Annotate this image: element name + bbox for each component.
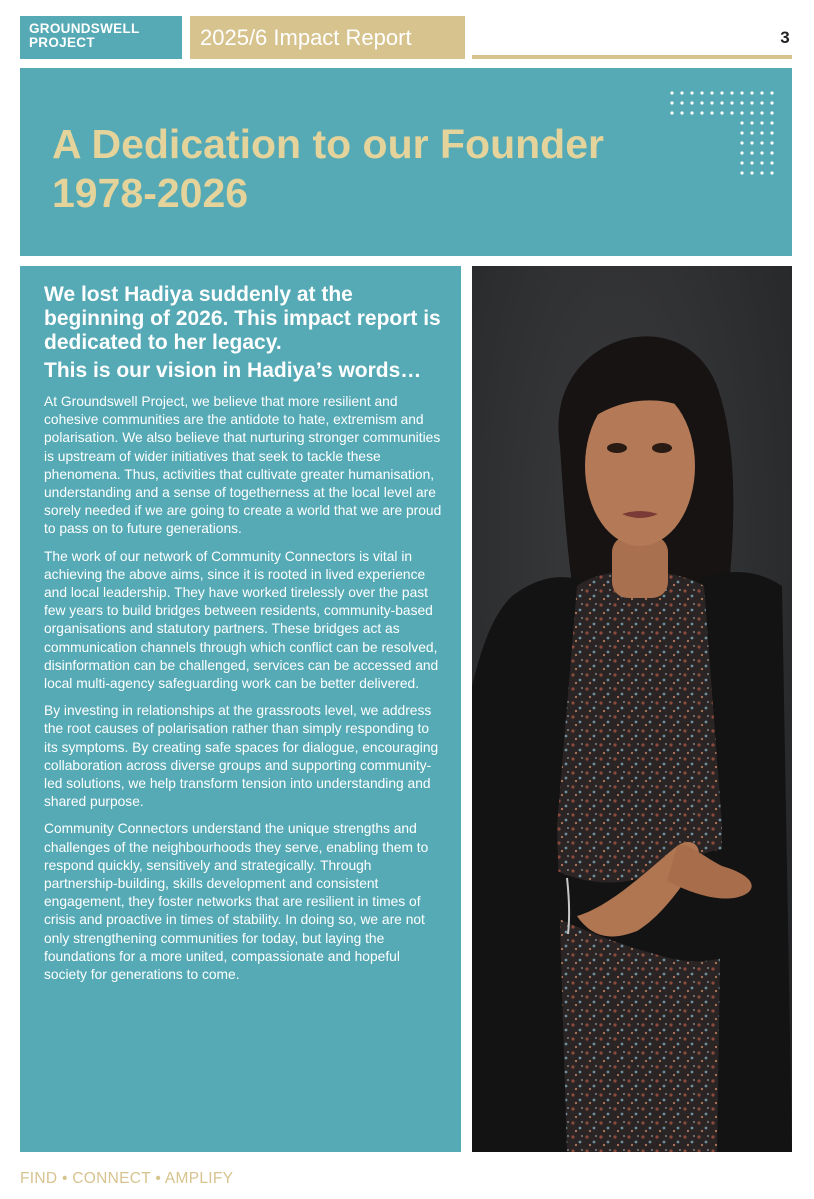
decorative-dot: [750, 91, 753, 94]
decorative-dot: [750, 131, 753, 134]
decorative-dot: [760, 121, 763, 124]
banner-title-line-1: A Dedication to our Founder: [52, 121, 604, 167]
decorative-dot: [760, 161, 763, 164]
groundswell-logo: [20, 16, 182, 59]
decorative-dot: [740, 101, 743, 104]
decorative-dot: [730, 91, 733, 94]
decorative-dot: [670, 91, 673, 94]
header-divider: [472, 55, 792, 59]
decorative-dot: [770, 111, 773, 114]
decorative-dot: [710, 101, 713, 104]
decorative-dot: [680, 101, 683, 104]
decorative-dot: [720, 111, 723, 114]
decorative-dot: [680, 91, 683, 94]
decorative-dot: [740, 171, 743, 174]
dedication-banner: [20, 68, 792, 256]
decorative-dot: [700, 101, 703, 104]
vision-subheading: This is our vision in Hadiya’s words…: [44, 359, 422, 382]
decorative-dot: [770, 151, 773, 154]
decorative-dot-grid: [668, 89, 778, 189]
decorative-dot: [720, 101, 723, 104]
decorative-dot: [770, 101, 773, 104]
decorative-dot: [740, 141, 743, 144]
decorative-dot: [700, 91, 703, 94]
decorative-dot: [760, 101, 763, 104]
decorative-dot: [760, 141, 763, 144]
decorative-dot: [670, 101, 673, 104]
decorative-dot: [760, 151, 763, 154]
decorative-dot: [700, 111, 703, 114]
logo-line-1: GROUNDSWELL: [29, 21, 140, 36]
founder-portrait-photo: [472, 266, 792, 1152]
decorative-dot: [690, 91, 693, 94]
decorative-dot: [770, 141, 773, 144]
decorative-dot: [770, 131, 773, 134]
body-paragraph-4: Community Connectors understand the unique strengths and challenges of the neighbourhoods they serve, enabling them to respond quickly, sensitively and strategically. Through partnership-building, skills development and consistent engagement, they foster networks that are resilient in times of crisis and proactive in times of stability. In doing so, we are not only strengthening communities for today, but laying the foundations for a more united, compassionate and hopeful society for generations to come.: [44, 821, 429, 983]
decorative-dot: [760, 131, 763, 134]
page-number: 3: [780, 28, 790, 47]
footer-tagline: FIND • CONNECT • AMPLIFY: [20, 1170, 234, 1187]
banner-title: [52, 120, 732, 218]
decorative-dot: [710, 91, 713, 94]
logo-line-2: PROJECT: [29, 35, 95, 50]
decorative-dot: [750, 121, 753, 124]
decorative-dot: [750, 111, 753, 114]
decorative-dot: [760, 91, 763, 94]
decorative-dot: [740, 151, 743, 154]
decorative-dot: [740, 161, 743, 164]
decorative-dot: [750, 151, 753, 154]
decorative-dot: [730, 101, 733, 104]
decorative-dot: [720, 91, 723, 94]
body-paragraph-2: The work of our network of Community Connectors is vital in achieving the above aims, since it is rooted in lived experience and local leadership. They have worked tirelessly over the past few years to build bridges between residents, community-based organisations and statutory partners. These bridges act as communication channels through which conflict can be resolved, disinformation can be challenged, services can be accessed and local multi-agency safeguarding work can be better delivered.: [44, 548, 439, 692]
decorative-dot: [750, 161, 753, 164]
decorative-dot: [690, 101, 693, 104]
decorative-dot: [750, 141, 753, 144]
dedication-text-panel: [20, 266, 461, 1152]
banner-title-line-2: 1978-2026: [52, 170, 249, 216]
decorative-dot: [740, 131, 743, 134]
decorative-dot: [740, 111, 743, 114]
decorative-dot: [680, 111, 683, 114]
decorative-dot: [670, 111, 673, 114]
report-title: 2025/6 Impact Report: [190, 16, 465, 59]
decorative-dot: [770, 91, 773, 94]
decorative-dot: [760, 171, 763, 174]
decorative-dot: [770, 121, 773, 124]
decorative-dot: [730, 111, 733, 114]
lead-statement: We lost Hadiya suddenly at the beginning of 2026. This impact report is dedicated to her legacy.: [44, 283, 441, 354]
body-paragraph-3: By investing in relationships at the grassroots level, we address the root causes of polarisation rather than simply responding to its symptoms. By creating safe spaces for dialogue, encouraging collaboration across diverse groups and supporting community-led solutions, we help transform tension into understanding and shared purpose.: [44, 703, 439, 810]
decorative-dot: [760, 111, 763, 114]
founder-portrait-illustration: [472, 266, 792, 1152]
decorative-dot: [710, 111, 713, 114]
decorative-dot: [770, 171, 773, 174]
decorative-dot: [750, 101, 753, 104]
decorative-dot: [690, 111, 693, 114]
decorative-dot: [770, 161, 773, 164]
decorative-dot: [740, 121, 743, 124]
body-paragraph-1: At Groundswell Project, we believe that more resilient and cohesive communities are the antidote to hate, extremism and polarisation. We also believe that nurturing stronger communities is upstream of wider initiatives that seek to tackle these phenomena. Thus, activities that cultivate greater humanisation, understanding and a sense of togetherness at the local level are sorely needed if we are going to create a world that we are proud to pass on to future generations.: [44, 394, 442, 537]
decorative-dot: [740, 91, 743, 94]
decorative-dot: [750, 171, 753, 174]
